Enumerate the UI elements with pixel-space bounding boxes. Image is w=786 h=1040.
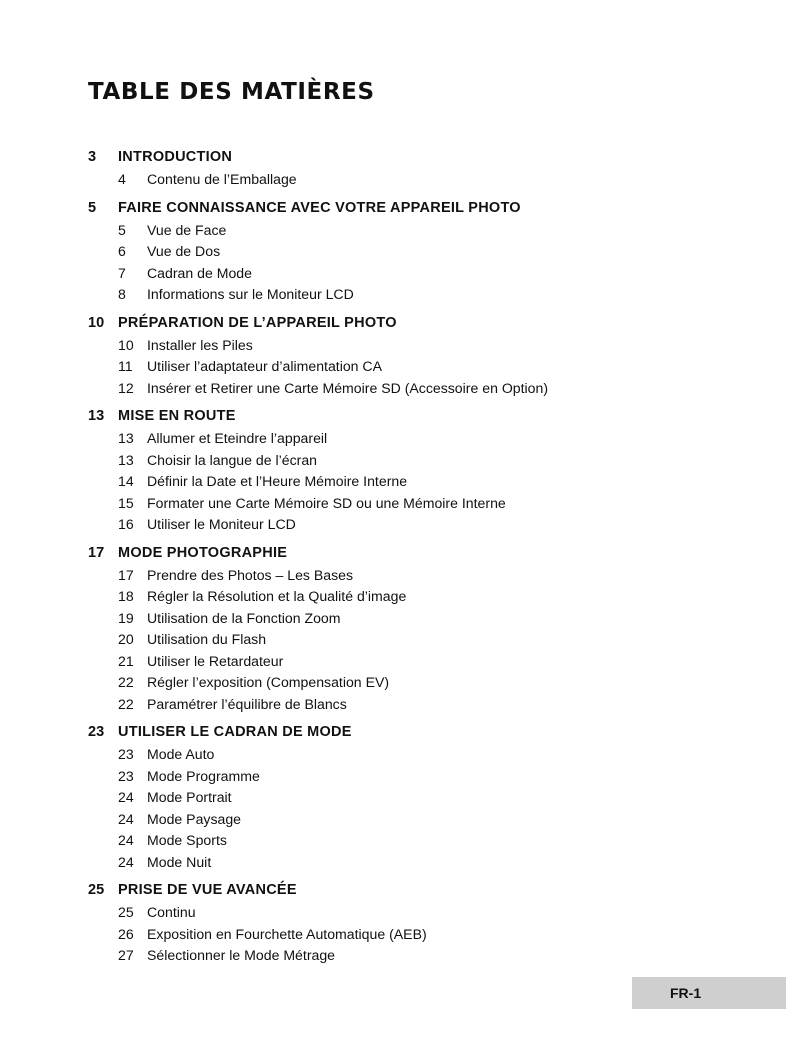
entry-page-number: 24 [118, 789, 134, 805]
toc-entry [88, 356, 768, 378]
entry-page-number: 20 [118, 631, 134, 647]
entry-page-number: 22 [118, 674, 134, 690]
toc-entry [88, 428, 768, 450]
entry-page-number: 5 [118, 221, 126, 238]
entry-title: Sélectionner le Mode Métrage [147, 947, 336, 963]
entry-page-number: 25 [118, 904, 134, 920]
toc-entry [88, 672, 768, 694]
toc-entry [88, 924, 768, 946]
section-heading [88, 404, 768, 428]
entry-title: Définir la Date et l’Heure Mémoire Interne [147, 473, 408, 489]
toc-entry [88, 284, 768, 306]
entry-page-number: 22 [118, 695, 134, 712]
section-heading [88, 720, 768, 744]
entry-title: Continu [147, 904, 196, 920]
section-heading [88, 145, 768, 169]
entry-title: Mode Paysage [147, 810, 242, 827]
toc-entry [88, 902, 768, 924]
toc-entry [88, 852, 768, 874]
entry-page-number: 10 [118, 336, 134, 353]
entry-title: Mode Portrait [147, 789, 232, 805]
entry-title: Informations sur le Moniteur LCD [147, 286, 354, 302]
toc-entry [88, 169, 768, 191]
entry-title: Mode Auto [147, 746, 215, 762]
toc-entry [88, 809, 768, 831]
entry-page-number: 23 [118, 746, 134, 762]
entry-page-number: 24 [118, 832, 134, 848]
entry-title: Vue de Face [147, 221, 227, 238]
toc-section [88, 145, 768, 191]
toc-entry [88, 471, 768, 493]
entry-page-number: 17 [118, 566, 134, 583]
toc-section [88, 404, 768, 536]
toc-section [88, 196, 768, 306]
toc-entry [88, 220, 768, 242]
entry-title: Insérer et Retirer une Carte Mémoire SD (Accessoire en Option) [147, 379, 549, 396]
section-heading [88, 196, 768, 220]
toc-entry [88, 514, 768, 536]
entry-title: Utiliser l’adaptateur d’alimentation CA [147, 358, 383, 374]
table-of-contents [88, 145, 768, 967]
toc-section [88, 878, 768, 967]
entry-title: Utilisation du Flash [147, 631, 267, 647]
toc-entry [88, 744, 768, 766]
entry-page-number: 4 [118, 171, 126, 187]
entry-title: Régler la Résolution et la Qualité d’image [147, 588, 407, 604]
entry-page-number: 16 [118, 516, 134, 532]
entry-title: Vue de Dos [147, 243, 221, 259]
entry-title: Contenu de l’Emballage [147, 171, 297, 187]
section-heading [88, 311, 768, 335]
page-number-tab [632, 977, 786, 1009]
toc-section [88, 311, 768, 400]
entry-page-number: 13 [118, 451, 134, 468]
section-page-number: 13 [88, 408, 105, 424]
entry-page-number: 18 [118, 588, 134, 604]
toc-entry [88, 378, 768, 400]
entry-page-number: 7 [118, 264, 126, 281]
toc-entry [88, 830, 768, 852]
toc-section [88, 720, 768, 873]
entry-title: Allumer et Eteindre l’appareil [147, 430, 328, 446]
entry-page-number: 8 [118, 286, 126, 302]
entry-title: Choisir la langue de l’écran [147, 451, 318, 468]
entry-title: Utilisation de la Fonction Zoom [147, 609, 341, 626]
section-title: PRISE DE VUE AVANCÉE [118, 882, 297, 898]
entry-title: Utiliser le Retardateur [147, 652, 284, 669]
entry-page-number: 13 [118, 430, 134, 446]
page-number: FR-1 [670, 985, 702, 1001]
entry-title: Formater une Carte Mémoire SD ou une Mémoire Interne [147, 494, 506, 511]
toc-section [88, 541, 768, 716]
entry-title: Régler l’exposition (Compensation EV) [147, 674, 390, 690]
toc-entry [88, 945, 768, 967]
toc-entry [88, 651, 768, 673]
toc-entry [88, 565, 768, 587]
toc-entry [88, 241, 768, 263]
entry-title: Mode Sports [147, 832, 227, 848]
section-page-number: 3 [88, 149, 97, 165]
section-page-number: 23 [88, 724, 105, 740]
entry-page-number: 14 [118, 473, 134, 489]
page-title: TABLE DES MATIÈRES [88, 79, 375, 105]
toc-entry [88, 766, 768, 788]
toc-entry [88, 694, 768, 716]
entry-page-number: 24 [118, 810, 134, 827]
entry-page-number: 15 [118, 494, 134, 511]
entry-title: Installer les Piles [147, 336, 253, 353]
section-title: UTILISER LE CADRAN DE MODE [118, 724, 352, 740]
entry-title: Exposition en Fourchette Automatique (AEB) [147, 925, 427, 942]
toc-entry [88, 586, 768, 608]
section-page-number: 5 [88, 199, 97, 216]
entry-page-number: 19 [118, 609, 134, 626]
section-title: PRÉPARATION DE L’APPAREIL PHOTO [118, 314, 397, 331]
section-title: MODE PHOTOGRAPHIE [118, 544, 288, 561]
toc-entry [88, 450, 768, 472]
toc-entry [88, 493, 768, 515]
toc-entry [88, 608, 768, 630]
toc-entry [88, 335, 768, 357]
toc-entry [88, 263, 768, 285]
entry-page-number: 12 [118, 379, 134, 396]
entry-title: Mode Programme [147, 767, 260, 784]
section-heading [88, 878, 768, 902]
entry-page-number: 24 [118, 853, 134, 870]
toc-entry [88, 629, 768, 651]
entry-title: Prendre des Photos – Les Bases [147, 566, 354, 583]
entry-title: Mode Nuit [147, 853, 212, 870]
section-page-number: 25 [88, 882, 105, 898]
toc-entry [88, 787, 768, 809]
section-heading [88, 541, 768, 565]
section-title: INTRODUCTION [118, 149, 233, 165]
entry-page-number: 23 [118, 767, 134, 784]
entry-page-number: 6 [118, 243, 126, 259]
entry-page-number: 21 [118, 652, 134, 669]
entry-page-number: 11 [118, 358, 133, 374]
section-title: FAIRE CONNAISSANCE AVEC VOTRE APPAREIL PHOTO [118, 199, 521, 216]
section-title: MISE EN ROUTE [118, 408, 236, 424]
entry-title: Cadran de Mode [147, 264, 252, 281]
section-page-number: 17 [88, 544, 105, 561]
entry-title: Utiliser le Moniteur LCD [147, 516, 296, 532]
entry-page-number: 26 [118, 925, 134, 942]
entry-page-number: 27 [118, 947, 134, 963]
entry-title: Paramétrer l’équilibre de Blancs [147, 695, 347, 712]
section-page-number: 10 [88, 314, 105, 331]
